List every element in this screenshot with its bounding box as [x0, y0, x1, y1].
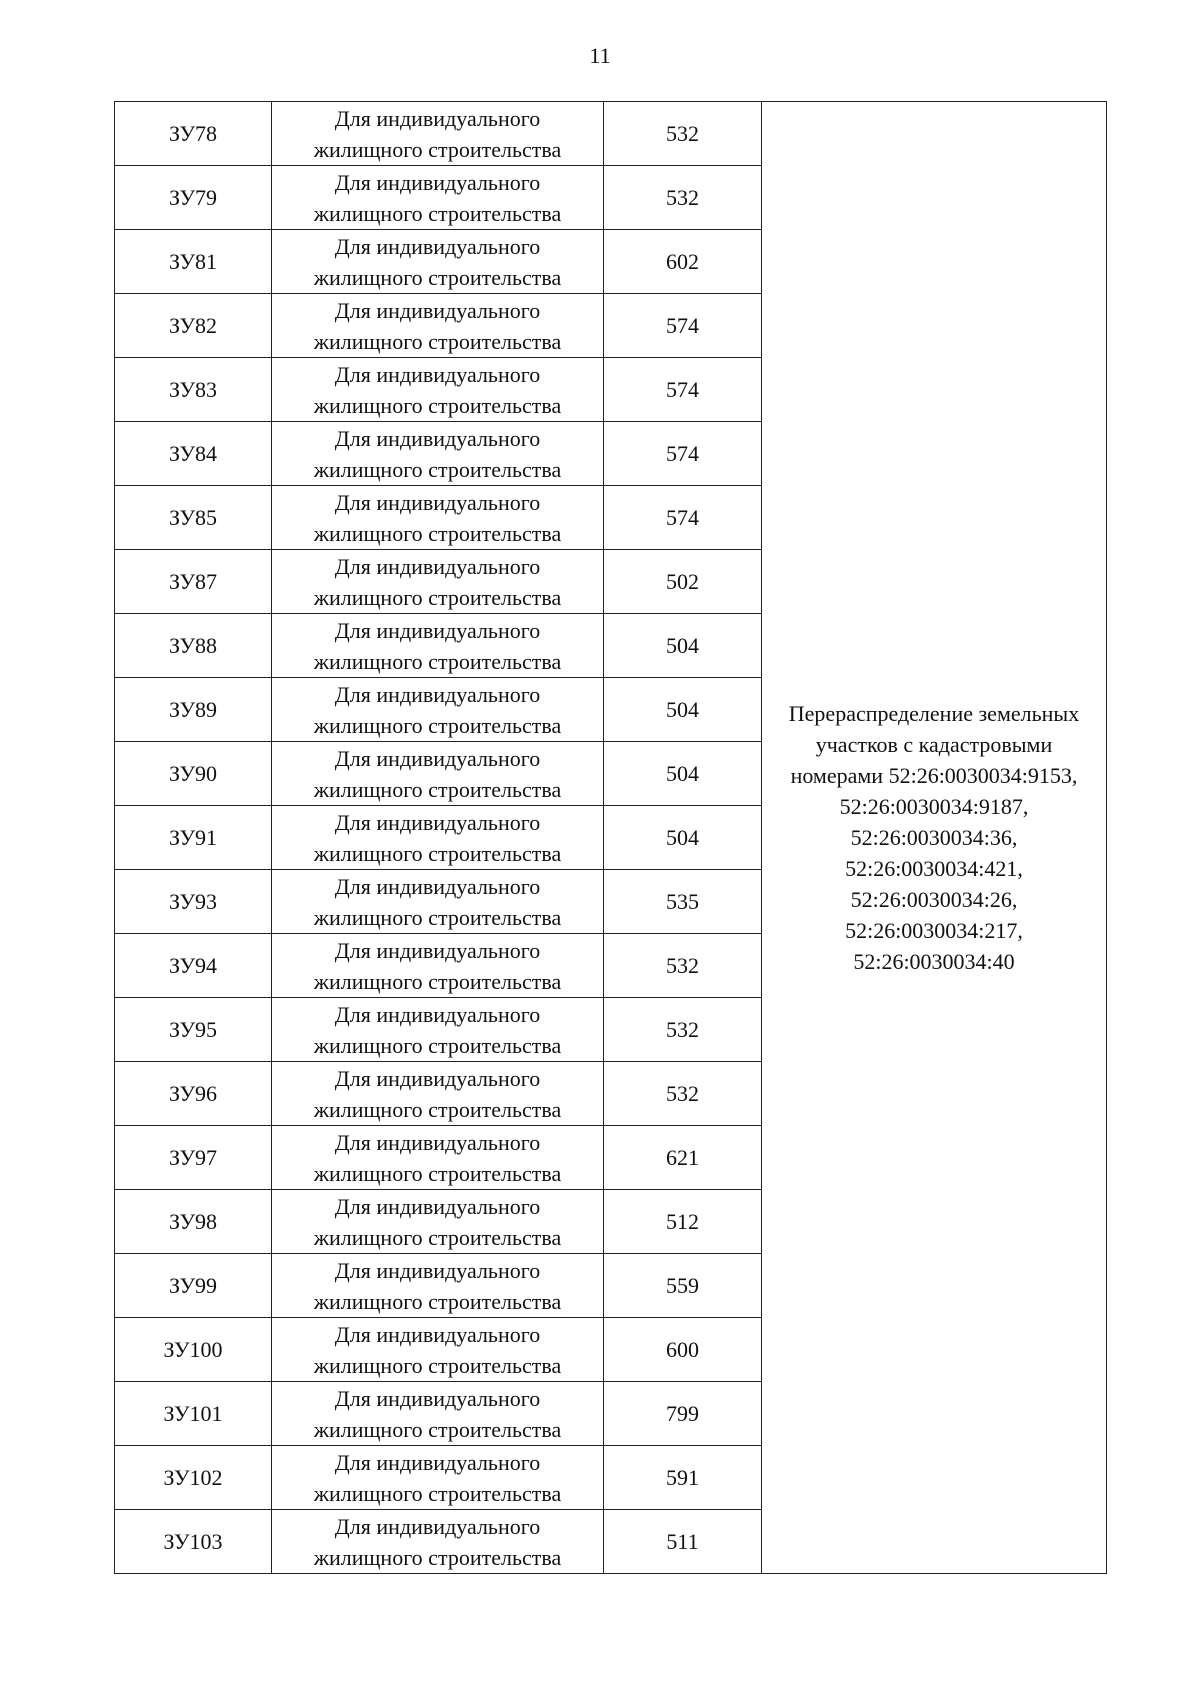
permitted-use-cell [272, 102, 604, 166]
plot-area-cell: 532 [604, 998, 762, 1062]
permitted-use-line: жилищного строительства [313, 520, 562, 546]
permitted-use-line: жилищного строительства [313, 456, 562, 482]
permitted-use-line: Для индивидуального [334, 105, 541, 131]
plot-area-cell: 591 [604, 1446, 762, 1510]
permitted-use-cell [272, 1062, 604, 1126]
plot-area-cell: 532 [604, 166, 762, 230]
permitted-use-cell [272, 998, 604, 1062]
plot-id-cell: ЗУ78 [115, 102, 272, 166]
permitted-use-cell [272, 1254, 604, 1318]
formation-method-line: 52:26:0030034:40 [853, 949, 1015, 974]
permitted-use-line: Для индивидуального [334, 809, 541, 835]
permitted-use-line: Для индивидуального [334, 233, 541, 259]
permitted-use-line: Для индивидуального [334, 1321, 541, 1347]
permitted-use-cell [272, 1318, 604, 1382]
plot-area-cell: 574 [604, 358, 762, 422]
plot-id-cell: ЗУ84 [115, 422, 272, 486]
permitted-use-line: Для индивидуального [334, 425, 541, 451]
permitted-use-cell [272, 806, 604, 870]
permitted-use-cell [272, 1126, 604, 1190]
permitted-use-line: жилищного строительства [313, 328, 562, 354]
plot-id-cell: ЗУ90 [115, 742, 272, 806]
permitted-use-line: Для индивидуального [334, 937, 541, 963]
plot-area-cell: 574 [604, 486, 762, 550]
permitted-use-cell [272, 1382, 604, 1446]
permitted-use-line: жилищного строительства [313, 904, 562, 930]
permitted-use-line: Для индивидуального [334, 169, 541, 195]
plot-area-cell: 600 [604, 1318, 762, 1382]
land-plots-table [114, 101, 1107, 1574]
plot-area-cell: 532 [604, 102, 762, 166]
permitted-use-cell [272, 230, 604, 294]
plot-id-cell: ЗУ95 [115, 998, 272, 1062]
permitted-use-line: Для индивидуального [334, 297, 541, 323]
plot-area-cell: 532 [604, 1062, 762, 1126]
plot-area-cell: 502 [604, 550, 762, 614]
plot-area-cell: 504 [604, 742, 762, 806]
plot-area-cell: 535 [604, 870, 762, 934]
permitted-use-line: жилищного строительства [313, 1416, 562, 1442]
plot-area-cell: 574 [604, 294, 762, 358]
plot-id-cell: ЗУ82 [115, 294, 272, 358]
plot-id-cell: ЗУ101 [115, 1382, 272, 1446]
permitted-use-cell [272, 934, 604, 998]
permitted-use-cell [272, 742, 604, 806]
plot-id-cell: ЗУ98 [115, 1190, 272, 1254]
permitted-use-line: жилищного строительства [313, 648, 562, 674]
plot-id-cell: ЗУ87 [115, 550, 272, 614]
permitted-use-line: жилищного строительства [313, 1480, 562, 1506]
plot-id-cell: ЗУ96 [115, 1062, 272, 1126]
permitted-use-line: жилищного строительства [313, 200, 562, 226]
permitted-use-line: Для индивидуального [334, 745, 541, 771]
plot-id-cell: ЗУ97 [115, 1126, 272, 1190]
permitted-use-line: Для индивидуального [334, 873, 541, 899]
plot-area-cell: 512 [604, 1190, 762, 1254]
permitted-use-cell [272, 294, 604, 358]
plot-id-cell: ЗУ81 [115, 230, 272, 294]
permitted-use-line: жилищного строительства [313, 840, 562, 866]
permitted-use-cell [272, 358, 604, 422]
permitted-use-line: жилищного строительства [313, 584, 562, 610]
plot-id-cell: ЗУ85 [115, 486, 272, 550]
permitted-use-line: жилищного строительства [313, 1096, 562, 1122]
permitted-use-line: жилищного строительства [313, 1544, 562, 1570]
formation-method-line: 52:26:0030034:217, [845, 918, 1023, 943]
formation-method-line: 52:26:0030034:26, [850, 887, 1018, 912]
plot-id-cell: ЗУ79 [115, 166, 272, 230]
permitted-use-cell [272, 166, 604, 230]
permitted-use-cell [272, 422, 604, 486]
plot-area-cell: 799 [604, 1382, 762, 1446]
permitted-use-line: Для индивидуального [334, 1513, 541, 1539]
formation-method-line: 52:26:0030034:421, [845, 856, 1023, 881]
formation-method-line: участков с кадастровыми [815, 732, 1053, 757]
formation-method-line: 52:26:0030034:36, [850, 825, 1018, 850]
plot-id-cell: ЗУ88 [115, 614, 272, 678]
plot-id-cell: ЗУ99 [115, 1254, 272, 1318]
permitted-use-cell [272, 614, 604, 678]
plot-area-cell: 504 [604, 678, 762, 742]
permitted-use-line: Для индивидуального [334, 489, 541, 515]
plot-area-cell: 559 [604, 1254, 762, 1318]
permitted-use-cell [272, 870, 604, 934]
permitted-use-cell [272, 678, 604, 742]
permitted-use-line: Для индивидуального [334, 1449, 541, 1475]
permitted-use-cell [272, 1446, 604, 1510]
plot-area-cell: 504 [604, 614, 762, 678]
formation-method-line: номерами 52:26:0030034:9153, [790, 763, 1078, 788]
permitted-use-line: жилищного строительства [313, 968, 562, 994]
permitted-use-line: Для индивидуального [334, 1001, 541, 1027]
permitted-use-line: жилищного строительства [313, 776, 562, 802]
plot-id-cell: ЗУ91 [115, 806, 272, 870]
permitted-use-line: Для индивидуального [334, 1193, 541, 1219]
formation-method-line: Перераспределение земельных [788, 701, 1080, 726]
permitted-use-line: жилищного строительства [313, 1352, 562, 1378]
plot-area-cell: 621 [604, 1126, 762, 1190]
permitted-use-line: жилищного строительства [313, 1288, 562, 1314]
permitted-use-line: жилищного строительства [313, 1032, 562, 1058]
formation-method-cell [762, 102, 1107, 1574]
plot-id-cell: ЗУ93 [115, 870, 272, 934]
permitted-use-line: Для индивидуального [334, 1385, 541, 1411]
permitted-use-line: Для индивидуального [334, 553, 541, 579]
permitted-use-line: жилищного строительства [313, 712, 562, 738]
table-row [115, 102, 1107, 166]
plot-id-cell: ЗУ94 [115, 934, 272, 998]
plot-area-cell: 602 [604, 230, 762, 294]
plot-area-cell: 532 [604, 934, 762, 998]
plot-id-cell: ЗУ103 [115, 1510, 272, 1574]
plot-id-cell: ЗУ89 [115, 678, 272, 742]
page-number: 11 [589, 43, 611, 68]
permitted-use-line: жилищного строительства [313, 392, 562, 418]
permitted-use-line: Для индивидуального [334, 1257, 541, 1283]
permitted-use-cell [272, 486, 604, 550]
permitted-use-line: жилищного строительства [313, 136, 562, 162]
permitted-use-cell [272, 1190, 604, 1254]
plot-id-cell: ЗУ100 [115, 1318, 272, 1382]
permitted-use-line: жилищного строительства [313, 1224, 562, 1250]
plot-id-cell: ЗУ83 [115, 358, 272, 422]
permitted-use-line: Для индивидуального [334, 1129, 541, 1155]
permitted-use-cell [272, 1510, 604, 1574]
permitted-use-line: Для индивидуального [334, 1065, 541, 1091]
plot-id-cell: ЗУ102 [115, 1446, 272, 1510]
permitted-use-line: жилищного строительства [313, 1160, 562, 1186]
permitted-use-line: Для индивидуального [334, 361, 541, 387]
plot-area-cell: 574 [604, 422, 762, 486]
plot-area-cell: 504 [604, 806, 762, 870]
plot-area-cell: 511 [604, 1510, 762, 1574]
formation-method-line: 52:26:0030034:9187, [839, 794, 1029, 819]
permitted-use-line: Для индивидуального [334, 681, 541, 707]
land-plots-table-body [115, 102, 1107, 1574]
permitted-use-cell [272, 550, 604, 614]
permitted-use-line: Для индивидуального [334, 617, 541, 643]
permitted-use-line: жилищного строительства [313, 264, 562, 290]
